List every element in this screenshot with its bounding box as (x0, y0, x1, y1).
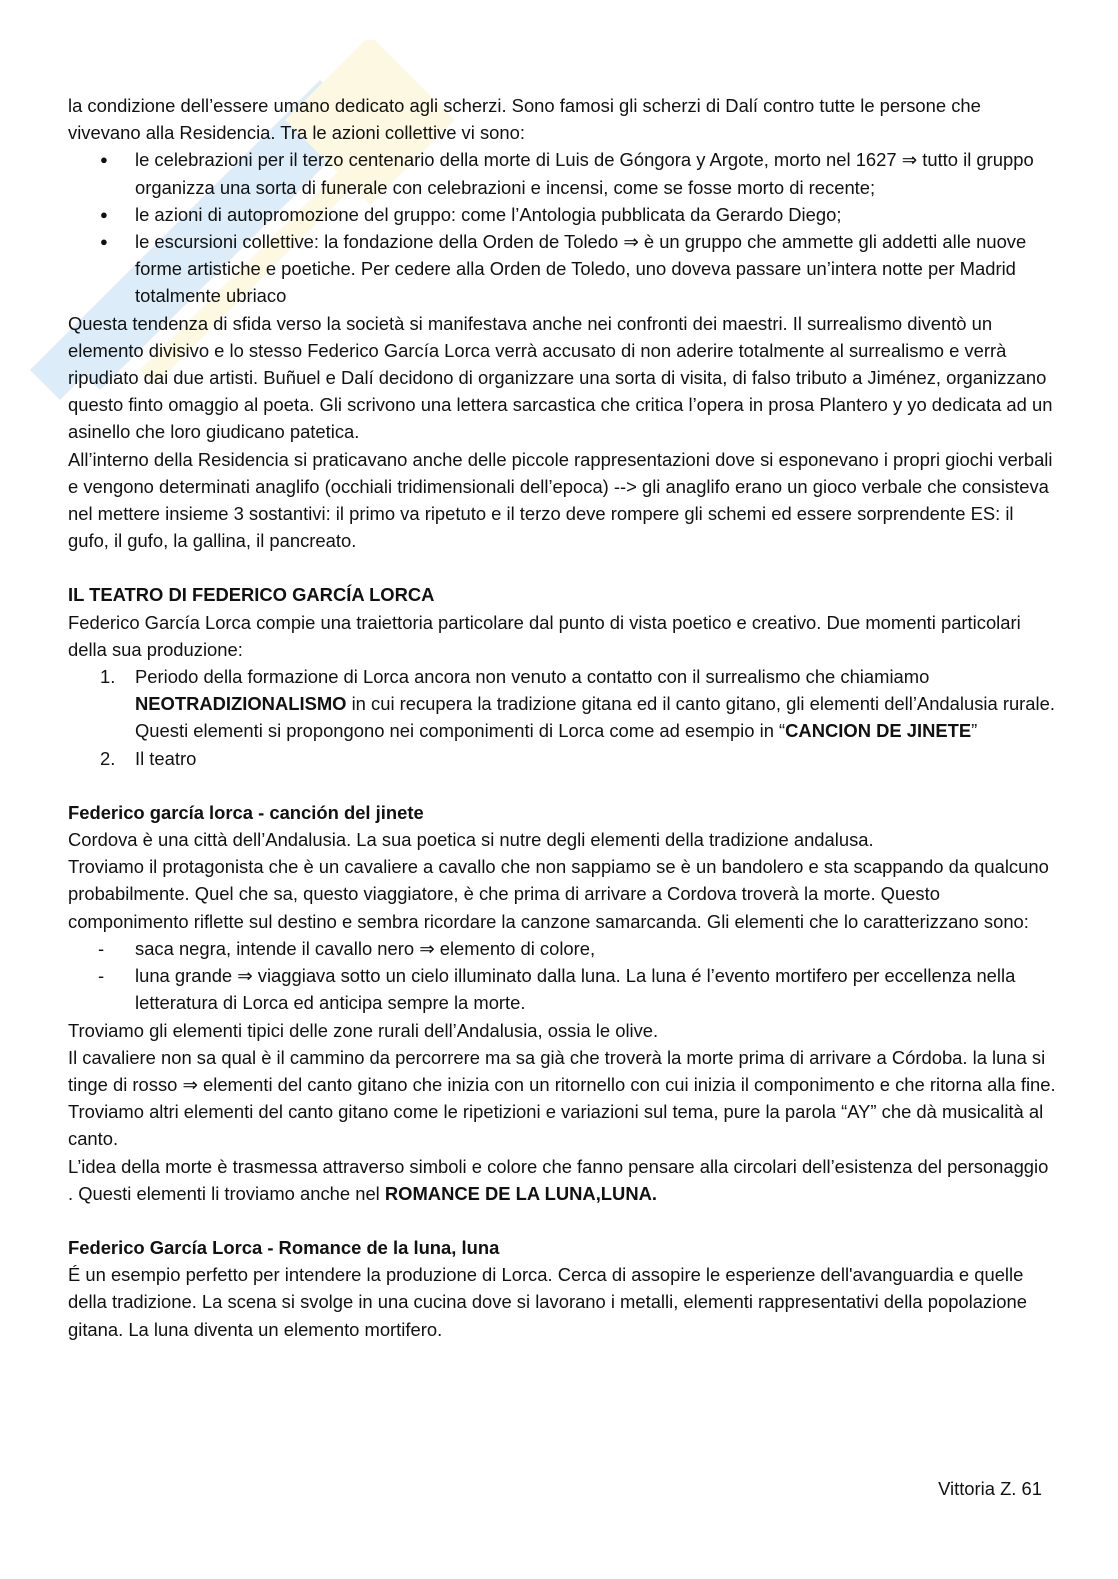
section-heading-romance: Federico García Lorca - Romance de la luna, luna (68, 1236, 500, 1258)
jinete-paragraph: Troviamo il protagonista che è un cavaliere a cavallo che non sappiamo se è un bandolero e sta scappando da qualcuno probabilmente. Quel che sa, questo viaggiatore, è che prima di arrivare a Cordova troverà la morte. Questo componimento riflette sul destino e sembra ricordare la canzone samarcanda. Gli elementi che lo caratterizzano sono: (68, 856, 1049, 932)
list-item: 1. Periodo della formazione di Lorca ancora non venuto a contatto con il surrealismo che chiamiamo NEOTRADIZIONALISMO in cui recupera la tradizione gitana ed il canto gitano, gli elementi dell’Andalusia rurale. Questi elementi si propongono nei componimenti di Lorca come ad esempio in “CANCION DE JINETE” (68, 663, 1058, 745)
jinete-paragraph: Cordova è una città dell’Andalusia. La sua poetica si nutre degli elementi della tradizione andalusa. (68, 829, 874, 851)
production-moments-list (68, 663, 1058, 772)
teatro-paragraph: Federico García Lorca compie una traiettoria particolare dal punto di vista poetico e creativo. Due momenti particolari della sua produzione: (68, 611, 1021, 660)
jinete-paragraph: Troviamo altri elementi del canto gitano come le ripetizioni e variazioni sul tema, pure la parola “AY” che dà musicalità al canto. (68, 1101, 1044, 1150)
intro-paragraph: la condizione dell’essere umano dedicato agli scherzi. Sono famosi gli scherzi di Dalí contro tutte le persone che vivevano alla Residencia. Tra le azioni collettive vi sono: (68, 95, 981, 144)
list-item: ● le celebrazioni per il terzo centenario della morte di Luis de Góngora y Argote, morto nel 1627 ⇒ tutto il gruppo organizza una sorta di funerale con celebrazioni e incensi, come se fosse morto di recente; (68, 146, 1058, 200)
list-item: - luna grande ⇒ viaggiava sotto un cielo illuminato dalla luna. La luna é l’evento mortifero per eccellenza nella letteratura di Lorca ed anticipa sempre la morte. (98, 965, 1016, 1014)
elements-list (68, 935, 1058, 1017)
document-body (68, 92, 1058, 1343)
neotradizionalismo-term: NEOTRADIZIONALISMO (135, 693, 347, 715)
romance-term: ROMANCE DE LA LUNA,LUNA. (384, 1182, 657, 1204)
residencia-paragraph: All’interno della Residencia si praticavano anche delle piccole rappresentazioni dove si esponevano i propri giochi verbali e vengono determinati anaglifo (occhiali tridimensionali dell’epoca) --> gli anaglifo erano un gioco verbale che consisteva nel mettere insieme 3 sostantivi: il primo va ripetuto e il terzo deve rompere gli schemi ed essere sorprendente ES: il gufo, il gufo, la gallina, il pancreato. (68, 448, 1053, 552)
page-footer: Vittoria Z. 61 (938, 1478, 1042, 1499)
jinete-paragraph: Il cavaliere non sa qual è il cammino da percorrere ma sa già che troverà la morte prima di arrivare a Córdoba. la luna si tinge di rosso ⇒ elementi del canto gitano che inizia con un ritornello con cui inizia il componimento e che ritorna alla fine. (68, 1046, 1056, 1095)
list-item: - saca negra, intende il cavallo nero ⇒ elemento di colore, (98, 937, 596, 959)
section-heading-teatro: IL TEATRO DI FEDERICO GARCÍA LORCA (68, 584, 435, 606)
list-number: 2. (100, 747, 116, 769)
list-number: 1. (100, 666, 116, 688)
list-item: 2. Il teatro (68, 745, 1058, 772)
section-heading-jinete: Federico garcía lorca - canción del jinete (68, 801, 424, 823)
jinete-paragraph: L’idea della morte è trasmessa attraverso simboli e colore che fanno pensare alla circolari dell’esistenza del personaggio . Questi elementi li troviamo anche nel ROMANCE DE LA LUNA,LUNA. (68, 1155, 1049, 1204)
list-item: ● le escursioni collettive: la fondazione della Orden de Toledo ⇒ è un gruppo che ammette gli addetti alle nuove forme artistiche e poetiche. Per cedere alla Orden de Toledo, uno doveva passare un’intera notte per Madrid totalmente ubriaco (68, 228, 1058, 310)
cancion-de-jinete-term: CANCION DE JINETE (785, 720, 972, 742)
collective-actions-list (68, 146, 1058, 309)
jinete-paragraph: Troviamo gli elementi tipici delle zone rurali dell’Andalusia, ossia le olive. (68, 1019, 659, 1041)
list-item: ● le azioni di autopromozione del gruppo: come l’Antologia pubblicata da Gerardo Diego; (68, 201, 1058, 228)
surrealism-paragraph: Questa tendenza di sfida verso la società si manifestava anche nei confronti dei maestri. Il surrealismo diventò un elemento divisivo e lo stesso Federico García Lorca verrà accusato di non aderire totalmente al surrealismo e verrà ripudiato dai due artisti. Buñuel e Dalí decidono di organizzare una sorta di visita, di falso tributo a Jiménez, organizzano questo finto omaggio al poeta. Gli scrivono una lettera sarcastica che critica l’opera in prosa Plantero y yo dedicata ad un asinello che loro giudicano patetica. (68, 312, 1053, 443)
romance-paragraph: É un esempio perfetto per intendere la produzione di Lorca. Cerca di assopire le esperienze dell'avanguardia e quelle della tradizione. La scena si svolge in una cucina dove si lavorano i metalli, elementi rappresentativi della popolazione gitana. La luna diventa un elemento mortifero. (68, 1264, 1027, 1340)
